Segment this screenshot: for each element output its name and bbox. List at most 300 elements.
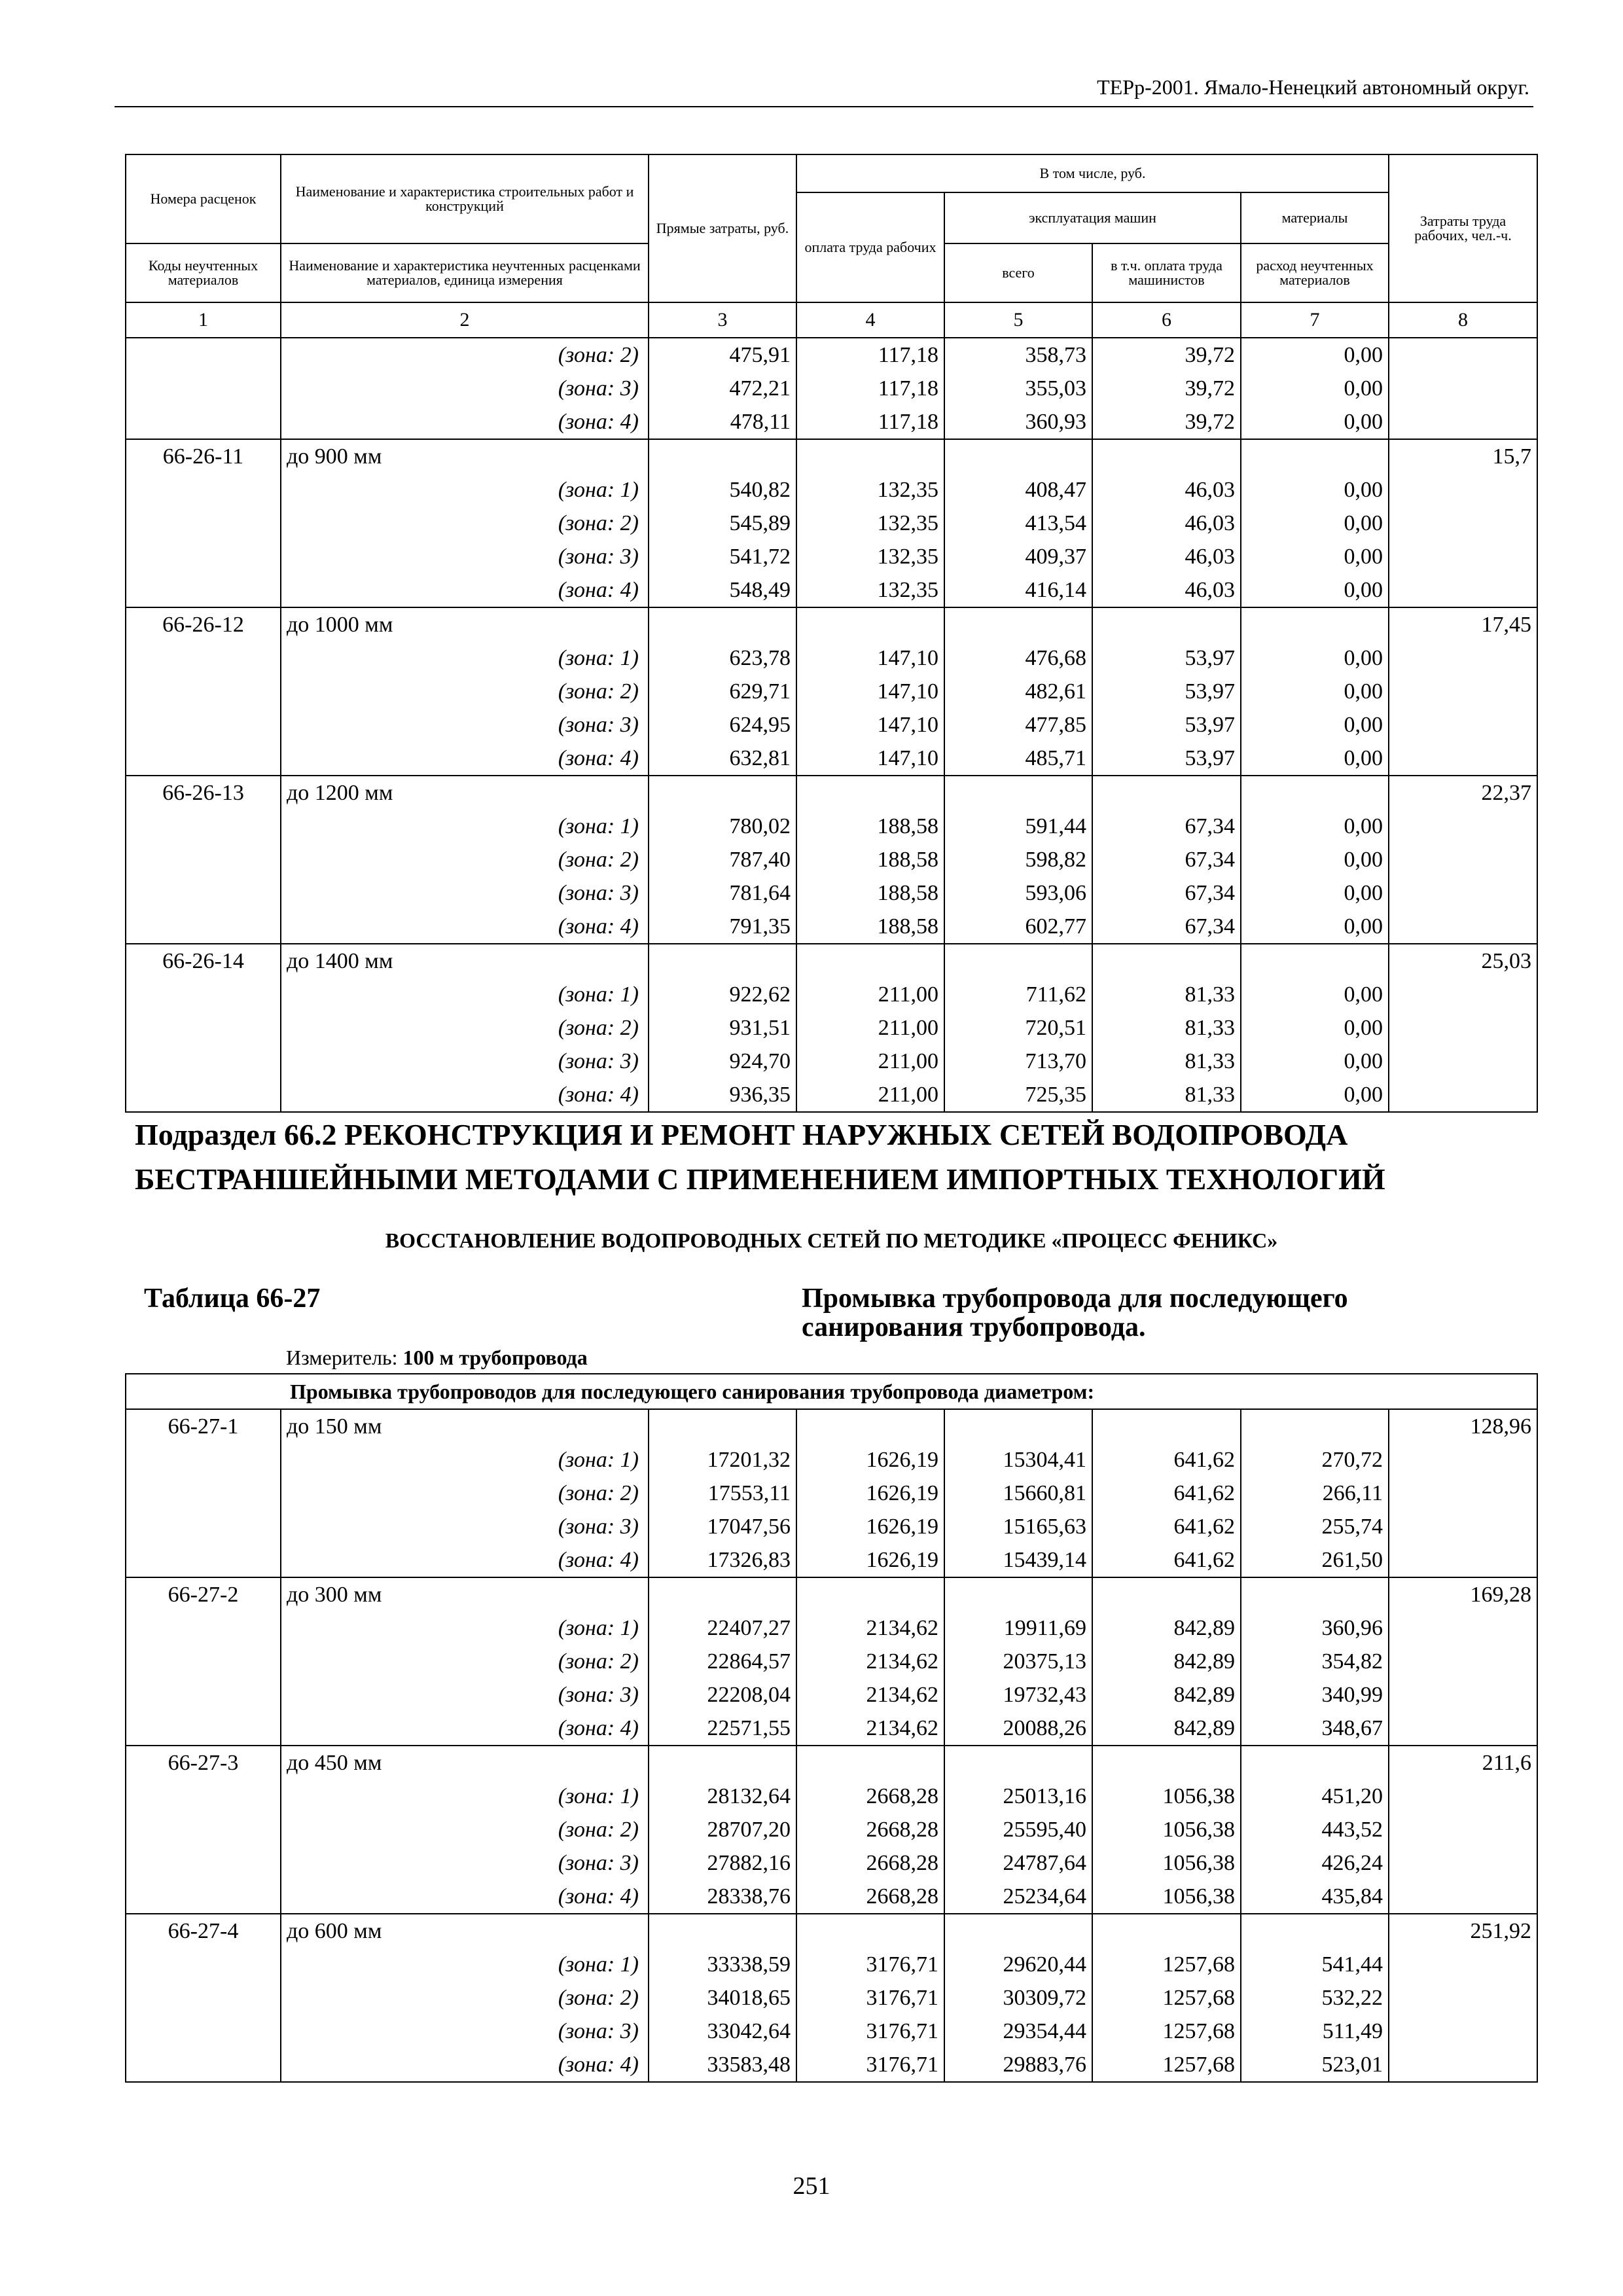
value-cell: 842,89 [1092, 1611, 1241, 1645]
value-cell [1241, 1914, 1389, 1948]
col-number: 8 [1389, 302, 1537, 338]
value-cell: 2134,62 [796, 1645, 944, 1678]
value-cell [1241, 1746, 1389, 1780]
value-cell: 81,33 [1092, 1078, 1241, 1112]
value-cell: 132,35 [796, 507, 944, 540]
labor-cell [1389, 2015, 1537, 2048]
value-cell: 19911,69 [944, 1611, 1092, 1645]
value-cell: 545,89 [649, 507, 796, 540]
value-cell: 81,33 [1092, 1011, 1241, 1045]
value-cell [796, 1914, 944, 1948]
value-cell: 147,10 [796, 708, 944, 742]
table-row [126, 372, 1537, 405]
value-cell [1092, 607, 1241, 641]
value-cell: 0,00 [1241, 573, 1389, 607]
labor-cell [1389, 1780, 1537, 1813]
col-number: 7 [1241, 302, 1389, 338]
section-title-line1: Подраздел 66.2 РЕКОНСТРУКЦИЯ И РЕМОНТ НАРУЖНЫХ СЕТЕЙ ВОДОПРОВОДА [135, 1118, 1348, 1151]
value-cell: 211,00 [796, 978, 944, 1011]
labor-cell [1389, 1678, 1537, 1712]
labor-cell [1389, 540, 1537, 573]
zone-label: (зона: 2) [281, 843, 649, 876]
header-col4: оплата труда рабочих [796, 192, 944, 302]
zone-label: (зона: 2) [281, 338, 649, 372]
value-cell: 188,58 [796, 910, 944, 944]
value-cell [944, 1577, 1092, 1611]
value-cell: 188,58 [796, 810, 944, 843]
zone-label: (зона: 4) [281, 1078, 649, 1112]
value-cell: 409,37 [944, 540, 1092, 573]
value-cell: 548,49 [649, 573, 796, 607]
code-cell [126, 1981, 281, 2015]
table-row [126, 1045, 1537, 1078]
value-cell: 0,00 [1241, 1078, 1389, 1112]
value-cell: 1257,68 [1092, 2015, 1241, 2048]
table-row [126, 708, 1537, 742]
value-cell: 15660,81 [944, 1477, 1092, 1510]
table-row [126, 338, 1537, 372]
value-cell: 2668,28 [796, 1780, 944, 1813]
value-cell: 1056,38 [1092, 1880, 1241, 1914]
code-cell [126, 978, 281, 1011]
zone-label: (зона: 1) [281, 978, 649, 1011]
value-cell: 842,89 [1092, 1712, 1241, 1746]
labor-cost: 15,7 [1389, 439, 1537, 473]
zone-label: (зона: 4) [281, 573, 649, 607]
table-row [126, 1948, 1537, 1981]
zone-label: (зона: 4) [281, 1712, 649, 1746]
value-cell: 540,82 [649, 473, 796, 507]
value-cell: 355,03 [944, 372, 1092, 405]
value-cell [1241, 944, 1389, 978]
value-cell: 2134,62 [796, 1678, 944, 1712]
labor-cell [1389, 1645, 1537, 1678]
table-number: Таблица 66-27 [144, 1283, 321, 1314]
value-cell: 360,93 [944, 405, 1092, 439]
value-cell [649, 1577, 796, 1611]
value-cell [649, 1746, 796, 1780]
value-cell: 270,72 [1241, 1443, 1389, 1477]
zone-label: (зона: 3) [281, 372, 649, 405]
table-row [126, 1846, 1537, 1880]
value-cell: 511,49 [1241, 2015, 1389, 2048]
section-title-line2: БЕСТРАНШЕЙНЫМИ МЕТОДАМИ С ПРИМЕНЕНИЕМ ИМПОРТНЫХ ТЕХНОЛОГИЙ [135, 1162, 1385, 1196]
value-cell: 147,10 [796, 641, 944, 675]
value-cell [1241, 607, 1389, 641]
zone-label: (зона: 4) [281, 2048, 649, 2082]
code-cell [126, 338, 281, 372]
code-cell [126, 1078, 281, 1112]
rate-code: 66-27-1 [126, 1409, 281, 1443]
value-cell: 2668,28 [796, 1813, 944, 1846]
col-number: 5 [944, 302, 1092, 338]
value-cell: 451,20 [1241, 1780, 1389, 1813]
labor-cost: 25,03 [1389, 944, 1537, 978]
table-row [126, 1078, 1537, 1112]
value-cell: 22208,04 [649, 1678, 796, 1712]
zone-label: (зона: 3) [281, 1678, 649, 1712]
labor-cost: 251,92 [1389, 1914, 1537, 1948]
table-row [126, 507, 1537, 540]
value-cell: 211,00 [796, 1078, 944, 1112]
value-cell: 46,03 [1092, 473, 1241, 507]
table-row [126, 1981, 1537, 2015]
value-cell: 3176,71 [796, 1981, 944, 2015]
value-cell: 33338,59 [649, 1948, 796, 1981]
code-cell [126, 1813, 281, 1846]
value-cell: 541,72 [649, 540, 796, 573]
value-cell: 842,89 [1092, 1645, 1241, 1678]
table-row [126, 1443, 1537, 1477]
value-cell: 0,00 [1241, 876, 1389, 910]
rate-name: до 1400 мм [281, 944, 649, 978]
value-cell: 711,62 [944, 978, 1092, 1011]
table-row [126, 1543, 1537, 1577]
value-cell: 0,00 [1241, 1045, 1389, 1078]
value-cell: 624,95 [649, 708, 796, 742]
labor-cell [1389, 708, 1537, 742]
table-row [126, 910, 1537, 944]
value-cell: 435,84 [1241, 1880, 1389, 1914]
zone-label: (зона: 3) [281, 2015, 649, 2048]
value-cell: 28338,76 [649, 1880, 796, 1914]
code-cell [126, 473, 281, 507]
value-cell: 211,00 [796, 1011, 944, 1045]
header-col8: Затраты труда рабочих, чел.-ч. [1389, 154, 1537, 302]
table-row [126, 473, 1537, 507]
value-cell: 0,00 [1241, 910, 1389, 944]
code-cell [126, 1543, 281, 1577]
code-cell [126, 573, 281, 607]
labor-cell [1389, 1477, 1537, 1510]
header-col7: расход неучтенных материалов [1241, 243, 1389, 302]
value-cell: 81,33 [1092, 1045, 1241, 1078]
labor-cell [1389, 1078, 1537, 1112]
value-cell: 0,00 [1241, 372, 1389, 405]
value-cell: 188,58 [796, 876, 944, 910]
code-cell [126, 540, 281, 573]
table-row [126, 1011, 1537, 1045]
code-cell [126, 1678, 281, 1712]
table-row [126, 405, 1537, 439]
zone-label: (зона: 3) [281, 540, 649, 573]
table-row [126, 641, 1537, 675]
value-cell: 475,91 [649, 338, 796, 372]
labor-cell [1389, 978, 1537, 1011]
value-cell: 53,97 [1092, 675, 1241, 708]
page-number: 251 [793, 2172, 830, 2200]
value-cell: 2134,62 [796, 1712, 944, 1746]
value-cell [649, 776, 796, 810]
value-cell [1241, 776, 1389, 810]
value-cell: 1626,19 [796, 1443, 944, 1477]
value-cell: 532,22 [1241, 1981, 1389, 2015]
table-row [126, 1577, 1537, 1611]
code-cell [126, 2015, 281, 2048]
value-cell: 46,03 [1092, 573, 1241, 607]
value-cell: 20088,26 [944, 1712, 1092, 1746]
value-cell: 17326,83 [649, 1543, 796, 1577]
labor-cell [1389, 1846, 1537, 1880]
labor-cell [1389, 1611, 1537, 1645]
rate-code: 66-27-3 [126, 1746, 281, 1780]
table-row [126, 1746, 1537, 1780]
value-cell: 34018,65 [649, 1981, 796, 2015]
code-cell [126, 1011, 281, 1045]
value-cell: 15304,41 [944, 1443, 1092, 1477]
value-cell: 477,85 [944, 708, 1092, 742]
value-cell: 623,78 [649, 641, 796, 675]
value-cell: 25234,64 [944, 1880, 1092, 1914]
col-number: 1 [126, 302, 281, 338]
value-cell: 22407,27 [649, 1611, 796, 1645]
value-cell: 924,70 [649, 1045, 796, 1078]
value-cell: 1257,68 [1092, 2048, 1241, 2082]
labor-cell [1389, 1510, 1537, 1543]
value-cell: 46,03 [1092, 540, 1241, 573]
value-cell: 132,35 [796, 573, 944, 607]
code-cell [126, 708, 281, 742]
value-cell [796, 1577, 944, 1611]
col-number: 4 [796, 302, 944, 338]
zone-label: (зона: 1) [281, 473, 649, 507]
code-cell [126, 372, 281, 405]
code-cell [126, 2048, 281, 2082]
labor-cell [1389, 1443, 1537, 1477]
col-number: 6 [1092, 302, 1241, 338]
rate-name: до 600 мм [281, 1914, 649, 1948]
labor-cell [1389, 1712, 1537, 1746]
value-cell: 1257,68 [1092, 1948, 1241, 1981]
value-cell: 641,62 [1092, 1477, 1241, 1510]
value-cell: 261,50 [1241, 1543, 1389, 1577]
value-cell: 2668,28 [796, 1846, 944, 1880]
value-cell: 602,77 [944, 910, 1092, 944]
value-cell: 147,10 [796, 675, 944, 708]
table-row [126, 978, 1537, 1011]
section-block [126, 1112, 1537, 1409]
value-cell: 3176,71 [796, 2015, 944, 2048]
value-cell: 27882,16 [649, 1846, 796, 1880]
zone-label: (зона: 1) [281, 1611, 649, 1645]
value-cell: 0,00 [1241, 405, 1389, 439]
value-cell: 443,52 [1241, 1813, 1389, 1846]
value-cell: 255,74 [1241, 1510, 1389, 1543]
value-cell [1092, 776, 1241, 810]
value-cell: 266,11 [1241, 1477, 1389, 1510]
value-cell [796, 1746, 944, 1780]
table-row [126, 607, 1537, 641]
value-cell: 426,24 [1241, 1846, 1389, 1880]
value-cell [1241, 1409, 1389, 1443]
header-col1-top: Номера расценок [126, 154, 281, 243]
value-cell: 20375,13 [944, 1645, 1092, 1678]
value-cell [649, 944, 796, 978]
labor-cell [1389, 573, 1537, 607]
labor-cost: 169,28 [1389, 1577, 1537, 1611]
value-cell: 1056,38 [1092, 1780, 1241, 1813]
rate-name: до 150 мм [281, 1409, 649, 1443]
value-cell: 33583,48 [649, 2048, 796, 2082]
zone-label: (зона: 4) [281, 405, 649, 439]
table-row [126, 843, 1537, 876]
header-col6: в т.ч. оплата труда машинистов [1092, 243, 1241, 302]
value-cell: 0,00 [1241, 507, 1389, 540]
value-cell: 482,61 [944, 675, 1092, 708]
code-cell [126, 1948, 281, 1981]
header-machines: эксплуатация машин [944, 192, 1241, 243]
value-cell [944, 607, 1092, 641]
value-cell: 2668,28 [796, 1880, 944, 1914]
value-cell: 593,06 [944, 876, 1092, 910]
zone-label: (зона: 4) [281, 1880, 649, 1914]
code-cell [126, 910, 281, 944]
code-cell [126, 507, 281, 540]
table-row [126, 1712, 1537, 1746]
value-cell: 523,01 [1241, 2048, 1389, 2082]
value-cell: 478,11 [649, 405, 796, 439]
value-cell [796, 944, 944, 978]
labor-cost: 211,6 [1389, 1746, 1537, 1780]
zone-label: (зона: 1) [281, 1948, 649, 1981]
value-cell: 725,35 [944, 1078, 1092, 1112]
zone-label: (зона: 4) [281, 910, 649, 944]
value-cell [1092, 944, 1241, 978]
zone-label: (зона: 2) [281, 1645, 649, 1678]
value-cell: 0,00 [1241, 540, 1389, 573]
section-subtitle: ВОССТАНОВЛЕНИЕ ВОДОПРОВОДНЫХ СЕТЕЙ ПО МЕТОДИКЕ «ПРОЦЕСС ФЕНИКС» [385, 1229, 1278, 1252]
rate-code: 66-27-4 [126, 1914, 281, 1948]
code-cell [126, 1477, 281, 1510]
labor-cell [1389, 1880, 1537, 1914]
zone-label: (зона: 1) [281, 1780, 649, 1813]
value-cell: 15439,14 [944, 1543, 1092, 1577]
zone-label: (зона: 3) [281, 1045, 649, 1078]
table-row [126, 876, 1537, 910]
value-cell: 0,00 [1241, 473, 1389, 507]
value-cell: 29354,44 [944, 2015, 1092, 2048]
value-cell: 132,35 [796, 540, 944, 573]
value-cell: 1626,19 [796, 1510, 944, 1543]
value-cell [796, 439, 944, 473]
value-cell: 641,62 [1092, 1543, 1241, 1577]
value-cell [649, 439, 796, 473]
value-cell: 1056,38 [1092, 1846, 1241, 1880]
value-cell: 0,00 [1241, 1011, 1389, 1045]
labor-cell [1389, 372, 1537, 405]
value-cell: 53,97 [1092, 641, 1241, 675]
zone-label: (зона: 4) [281, 1543, 649, 1577]
labor-cell [1389, 405, 1537, 439]
value-cell [649, 1914, 796, 1948]
value-cell: 0,00 [1241, 641, 1389, 675]
table-row [126, 1678, 1537, 1712]
value-cell: 147,10 [796, 742, 944, 776]
value-cell: 842,89 [1092, 1678, 1241, 1712]
value-cell: 591,44 [944, 810, 1092, 843]
value-cell: 0,00 [1241, 708, 1389, 742]
value-cell: 28132,64 [649, 1780, 796, 1813]
zone-label: (зона: 2) [281, 507, 649, 540]
labor-cell [1389, 675, 1537, 708]
zone-label: (зона: 2) [281, 1011, 649, 1045]
zone-label: (зона: 4) [281, 742, 649, 776]
value-cell [1092, 1577, 1241, 1611]
labor-cell [1389, 1981, 1537, 2015]
value-cell [944, 1746, 1092, 1780]
value-cell: 922,62 [649, 978, 796, 1011]
value-cell: 39,72 [1092, 372, 1241, 405]
value-cell: 1056,38 [1092, 1813, 1241, 1846]
code-cell [126, 1510, 281, 1543]
value-cell: 408,47 [944, 473, 1092, 507]
value-cell: 17201,32 [649, 1443, 796, 1477]
zone-label: (зона: 2) [281, 1477, 649, 1510]
value-cell: 17553,11 [649, 1477, 796, 1510]
zone-label: (зона: 2) [281, 1981, 649, 2015]
value-cell: 485,71 [944, 742, 1092, 776]
labor-cell [1389, 1011, 1537, 1045]
labor-cell [1389, 641, 1537, 675]
value-cell: 188,58 [796, 843, 944, 876]
table-row [126, 573, 1537, 607]
value-cell: 25595,40 [944, 1813, 1092, 1846]
labor-cell [1389, 1045, 1537, 1078]
code-cell [126, 843, 281, 876]
value-cell: 117,18 [796, 405, 944, 439]
value-cell: 713,70 [944, 1045, 1092, 1078]
zone-label: (зона: 3) [281, 1510, 649, 1543]
running-header [115, 73, 1533, 107]
labor-cell [1389, 742, 1537, 776]
table-row [126, 675, 1537, 708]
labor-cost: 17,45 [1389, 607, 1537, 641]
zone-label: (зона: 1) [281, 1443, 649, 1477]
value-cell: 791,35 [649, 910, 796, 944]
value-cell: 787,40 [649, 843, 796, 876]
value-cell: 29883,76 [944, 2048, 1092, 2082]
value-cell [649, 607, 796, 641]
rates-table [125, 154, 1538, 2083]
code-cell [126, 742, 281, 776]
measure-line [281, 1342, 1537, 1374]
header-col2-top: Наименование и характеристика строительных работ и конструкций [281, 154, 649, 243]
code-cell [126, 675, 281, 708]
value-cell: 17047,56 [649, 1510, 796, 1543]
rate-code: 66-26-12 [126, 607, 281, 641]
rate-code: 66-26-11 [126, 439, 281, 473]
zone-label: (зона: 2) [281, 1813, 649, 1846]
value-cell: 472,21 [649, 372, 796, 405]
value-cell [944, 1409, 1092, 1443]
value-cell: 39,72 [1092, 405, 1241, 439]
code-cell [126, 876, 281, 910]
labor-cell [1389, 338, 1537, 372]
labor-cell [1389, 1543, 1537, 1577]
rate-code: 66-27-2 [126, 1577, 281, 1611]
value-cell: 1257,68 [1092, 1981, 1241, 2015]
value-cell: 641,62 [1092, 1510, 1241, 1543]
value-cell: 53,97 [1092, 708, 1241, 742]
value-cell: 19732,43 [944, 1678, 1092, 1712]
value-cell [1092, 1746, 1241, 1780]
value-cell [944, 439, 1092, 473]
table-row [126, 540, 1537, 573]
value-cell [1092, 439, 1241, 473]
column-numbers [126, 302, 1537, 338]
table-row [126, 742, 1537, 776]
rate-name: до 300 мм [281, 1577, 649, 1611]
